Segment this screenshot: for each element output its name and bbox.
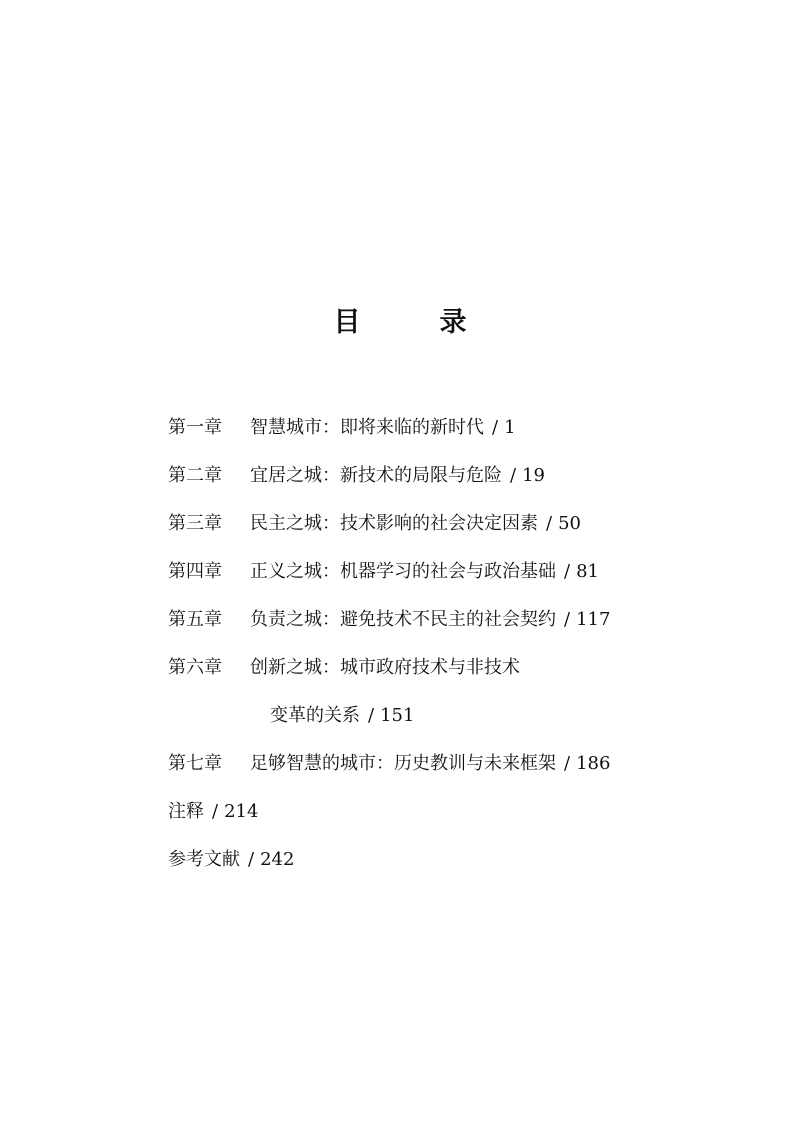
page-number: 19 [522, 465, 545, 486]
page-separator: / [564, 561, 571, 582]
toc-entry-chapter-3[interactable] [168, 510, 768, 558]
toc-entry-references[interactable] [168, 846, 768, 894]
toc-entry-notes[interactable] [168, 798, 768, 846]
page-number: 81 [576, 561, 599, 582]
page-separator: / [248, 849, 255, 870]
page-number: 50 [558, 513, 581, 534]
chapter-title: 正义之城：机器学习的社会与政治基础 [250, 561, 556, 582]
page-number: 186 [576, 753, 611, 774]
chapter-title: 创新之城：城市政府技术与非技术 [250, 657, 520, 678]
back-matter-title: 注释 [168, 801, 204, 822]
page-separator: / [368, 705, 375, 726]
chapter-number: 第一章 [168, 417, 222, 438]
toc-entry-chapter-2[interactable] [168, 462, 768, 510]
page-separator: / [564, 609, 571, 630]
toc-entry-chapter-4[interactable] [168, 558, 768, 606]
page-separator: / [492, 417, 499, 438]
chapter-number: 第四章 [168, 561, 222, 582]
chapter-title-continuation: 变革的关系 [270, 705, 360, 726]
table-of-contents [168, 414, 768, 894]
chapter-number: 第六章 [168, 657, 222, 678]
chapter-title: 足够智慧的城市：历史教训与未来框架 [250, 753, 556, 774]
page-number: 117 [576, 609, 611, 630]
page-number: 242 [260, 849, 295, 870]
chapter-number: 第七章 [168, 753, 222, 774]
chapter-title: 民主之城：技术影响的社会决定因素 [250, 513, 538, 534]
back-matter-title: 参考文献 [168, 849, 240, 870]
page-number: 1 [504, 417, 516, 438]
page-title: 目 录 [333, 307, 493, 338]
toc-entry-chapter-5[interactable] [168, 606, 768, 654]
page-separator: / [564, 753, 571, 774]
page-number: 214 [224, 801, 259, 822]
page-separator: / [546, 513, 553, 534]
chapter-number: 第二章 [168, 465, 222, 486]
toc-entry-chapter-6[interactable] [168, 654, 768, 702]
chapter-title: 负责之城：避免技术不民主的社会契约 [250, 609, 556, 630]
chapter-number: 第三章 [168, 513, 222, 534]
page-number: 151 [380, 705, 415, 726]
chapter-title: 宜居之城：新技术的局限与危险 [250, 465, 502, 486]
toc-entry-chapter-7[interactable] [168, 750, 768, 798]
chapter-title: 智慧城市：即将来临的新时代 [250, 417, 484, 438]
page-separator: / [510, 465, 517, 486]
toc-entry-chapter-6-continuation[interactable] [168, 702, 768, 750]
chapter-number: 第五章 [168, 609, 222, 630]
toc-entry-chapter-1[interactable] [168, 414, 768, 462]
page-separator: / [212, 801, 219, 822]
